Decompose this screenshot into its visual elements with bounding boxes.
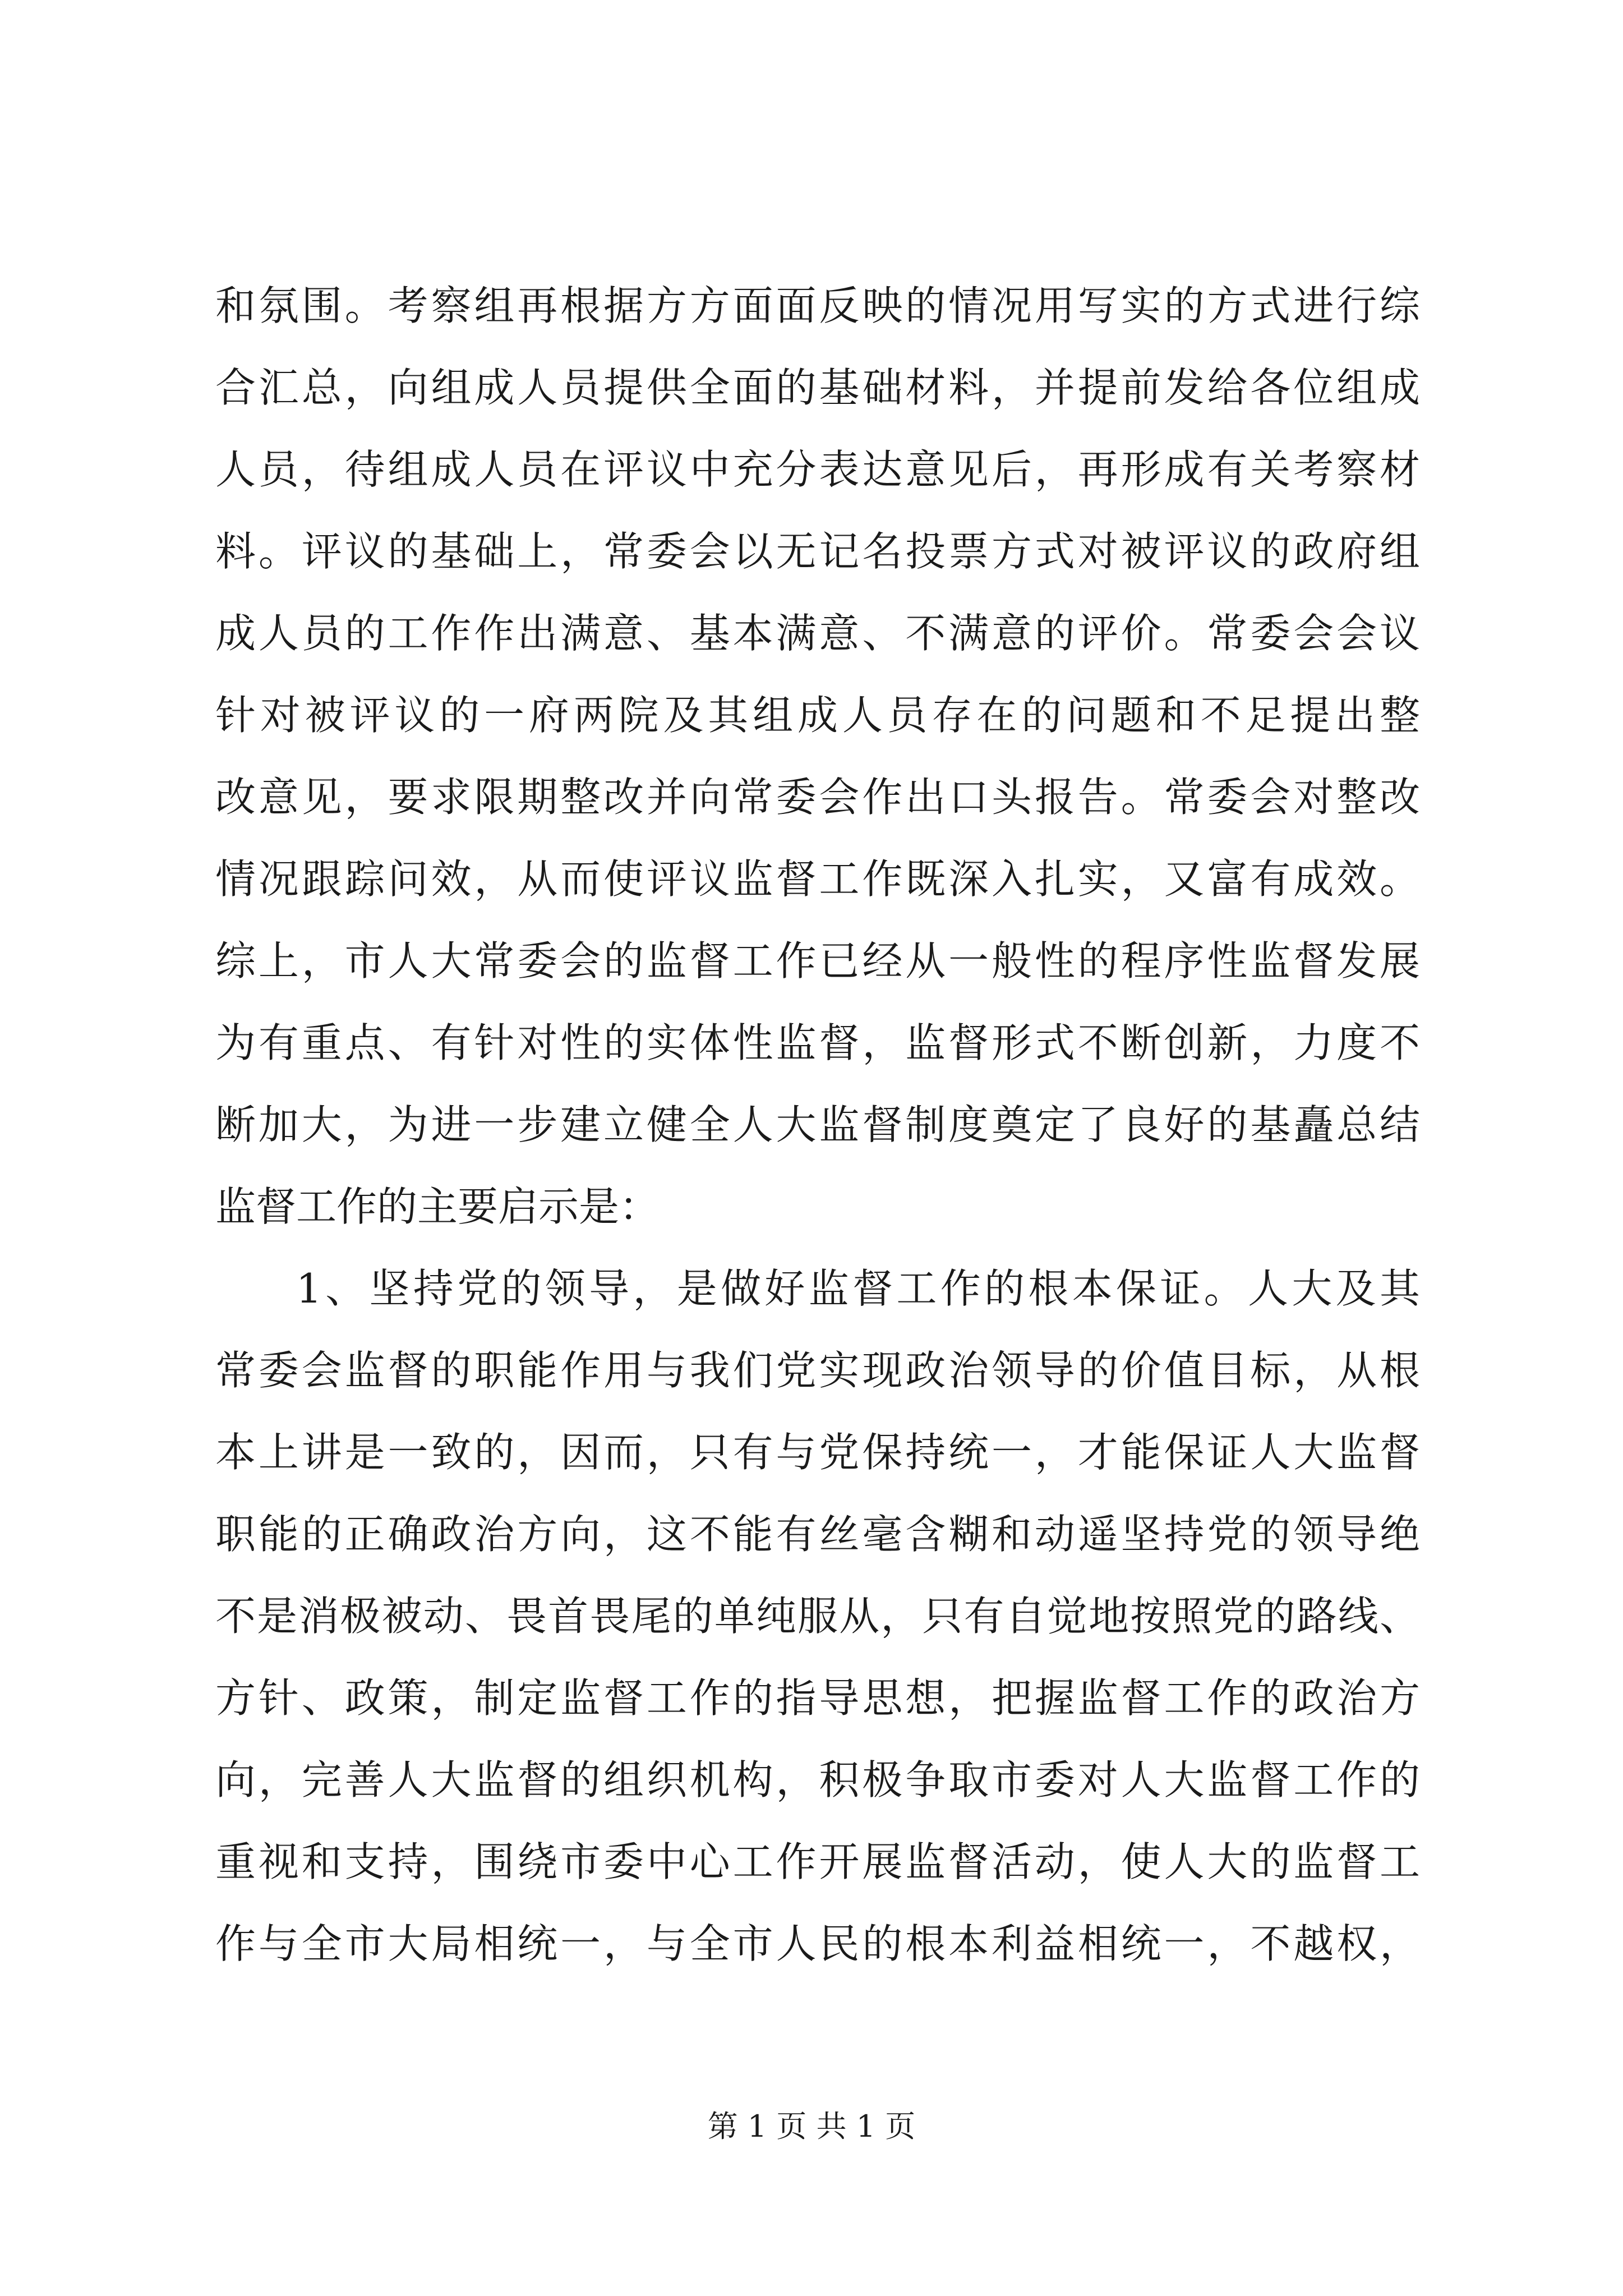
text-line: 综上，市人大常委会的监督工作已经从一般性的程序性监督发展 xyxy=(215,937,1420,984)
body-text xyxy=(215,265,1420,1985)
text-line: 不是消极被动、畏首畏尾的单纯服从，只有自觉地按照党的路线、 xyxy=(215,1593,1420,1640)
text-line: 本上讲是一致的，因而，只有与党保持统一，才能保证人大监督 xyxy=(215,1429,1420,1476)
text-line: 成人员的工作作出满意、基本满意、不满意的评价。常委会会议 xyxy=(215,610,1420,657)
text-line: 情况跟踪问效，从而使评议监督工作既深入扎实，又富有成效。 xyxy=(215,855,1420,903)
text-line: 1、坚持党的领导，是做好监督工作的根本保证。人大及其 xyxy=(296,1265,1420,1312)
text-line: 作与全市大局相统一，与全市人民的根本利益相统一，不越权， xyxy=(215,1920,1420,1967)
page-footer: 第 1 页 共 1 页 xyxy=(707,2109,916,2144)
text-line: 针对被评议的一府两院及其组成人员存在的问题和不足提出整 xyxy=(215,692,1420,739)
text-line: 重视和支持，围绕市委中心工作开展监督活动，使人大的监督工 xyxy=(215,1838,1420,1885)
text-line: 合汇总，向组成人员提供全面的基础材料，并提前发给各位组成 xyxy=(215,364,1420,411)
text-line: 监督工作的主要启示是： xyxy=(215,1183,660,1230)
text-line: 人员，待组成人员在评议中充分表达意见后，再形成有关考察材 xyxy=(215,446,1420,493)
text-line: 为有重点、有针对性的实体性监督，监督形式不断创新，力度不 xyxy=(215,1019,1420,1066)
text-line: 向，完善人大监督的组织机构，积极争取市委对人大监督工作的 xyxy=(215,1756,1420,1803)
text-line: 常委会监督的职能作用与我们党实现政治领导的价值目标，从根 xyxy=(215,1347,1420,1394)
text-line: 料。评议的基础上，常委会以无记名投票方式对被评议的政府组 xyxy=(215,528,1420,575)
text-line: 方针、政策，制定监督工作的指导思想，把握监督工作的政治方 xyxy=(215,1674,1420,1722)
text-line: 职能的正确政治方向，这不能有丝毫含糊和动遥坚持党的领导绝 xyxy=(215,1511,1420,1558)
text-line: 和氛围。考察组再根据方方面面反映的情况用写实的方式进行综 xyxy=(215,282,1420,329)
text-line: 断加大，为进一步建立健全人大监督制度奠定了良好的基矗总结 xyxy=(215,1101,1420,1148)
text-line: 改意见，要求限期整改并向常委会作出口头报告。常委会对整改 xyxy=(215,774,1420,821)
